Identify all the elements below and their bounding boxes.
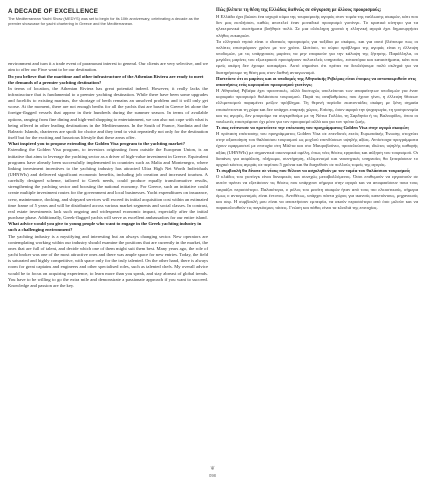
section-title: A DECADE OF EXCELLENCE [8, 8, 99, 15]
interview-question-greek: Πιστεύετε ότι οι μαρίνες και οι υποδομές της Αθηναϊκής Ριβιέρας είναι έτοιμες να ανταποκριθούν στις απαιτήσεις ενός κορυφαίου προορισμού γιοτίνγκ; [216, 75, 417, 87]
interview-answer-greek: Τα ελληνικά νησιά είναι ο ιδανικός προορισμός για ταξίδια με σκάφος, και για αυτό βλέπουμε πως οι πελάτες επιστρέφουν χρόνο με τον χρόνο. Ωστόσο, το κύριο πρόβλημα της αγοράς είναι η έλλειψη υποδομών, με τις υπάρχουσες μαρίνες να μην επαρκούν για την κάλυψη της ζήτησης. Παράλληλα, οι μεγάλες μαρίνες του εξωτερικού προσφέρουν πολυτελείς υπηρεσίες, εστιατόρια και καταστήματα, κάτι που εμείς ακόμη δεν έχουμε καταφέρει. Αυτό σημαίνει ότι πρέπει να δουλέψουμε πολύ σκληρά για να διατηρήσουμε τη θέση μας στον διεθνή ανταγωνισμό. [216, 38, 418, 75]
interview-question: What advice would you give to young people who want to engage in the Greek yachting industry in such a challenging environment? [8, 221, 202, 233]
column-spacer [8, 30, 208, 61]
greek-column [216, 8, 418, 211]
interview-answer: In terms of location, the Athenian Riviera has great potential indeed. However, it really lacks the infrastructure that is fundamental to a premier yachting destination. While there have been some upgrades and facelifts to existing marinas, the shortage of berth remains an unsolved problem and it will only get worse. At the moment, there are not enough berths for all the yachts that are based in Greece let alone the foreign-flagged vessels that appear in their hundreds during the summer season. In terms of available options, ranging from fine dining and high-end shopping to entertainment, we can also not cope with what is being offered in other leading destinations in the Mediterranean. In the South of France, Sardinia and the Balearic Islands, charterers are spoilt for choice and they tend to visit repeatedly not only for the destination itself but for the exciting and luxurious lifestyle that these areas offer. [8, 85, 208, 141]
interview-question: Do you believe that the maritime and other infrastructure of the Athenian Riviera are ready to meet the demands of a premier yachting destination? [8, 73, 204, 85]
page-footer [0, 466, 425, 478]
interview-answer: The yachting industry is a mystifying and interesting but an always changing sector. New operators are contemplating working within our industry should examine the positions that are currently in the market, the ones that are full of talent, and decide which one of them might suit them best. Many years ago, the role of yacht broker was one of the most attractive ones and there was ample space for new entries. Today, the field is saturated and highly competitive, with space only for the truly talented. On the other hand, there is always room for great captains and engineers and other specialised roles, such as talented chefs. My overall advice would be to focus on acquiring experience, to learn more than you speak, and stay abreast of global trends. You have to be willing to go the extra mile and demonstrate a passionate approach if you want to succeed. Knowledge and passion are the key. [8, 233, 208, 288]
section-question-greek: Πώς βλέπετε τη θέση της Ελλάδας διεθνώς σε σύγκριση με άλλους προορισμούς; [216, 8, 382, 13]
interview-answer: Extending the Golden Visa program, to investors originating from outside the European Union, is an initiative that aims to leverage the yachting sector as a driver of high-value investment in Greece. Equivalent programs have already been successfully implemented in countries such as Malta and Montenegro, where linking investment incentives to the yachting industry has attracted Ultra High Net Worth Individuals (UHNWIs) and delivered significant economic benefits, including job creation and increased tourism. A carefully designed scheme, tailored to Greek needs, could produce equally transformative results, strengthening the yachting sector and boosting the national economy. For Greece, such an initiative could create multiple investment routes for the government and local businesses. Yacht expenditures on insurance, crew, maintenance, docking, and shipyard services will exceed its initial acquisition cost within an estimated time frame of 5 years and will be distributed across various market segments and social classes. In contrast, real estate investments lack such ongoing and widespread economic impact, especially after the initial purchase phase. Additionally, Greek-flagged yachts will serve as excellent ambassadors for our entire island. [8, 147, 208, 221]
interview-question: What inspired you to propose extending the Golden Visa program to the yachting market? [8, 141, 185, 147]
interview-question-greek: Τι συμβουλή θα δίνατε σε νέους που θέλουν να ασχοληθούν με τον τομέα του θαλάσσιου τουρισμού; [216, 168, 411, 174]
ornament-icon: ❦ [209, 465, 216, 472]
english-column [8, 8, 208, 289]
page-number: 098 [209, 473, 216, 478]
interview-answer-greek: Η Αθηναϊκή Ριβιέρα έχει προοπτικές, αλλά δυστυχώς υπολείπεται των απαραίτητων υποδομών για έναν κορυφαίο προορισμό θαλάσσιου τουρισμού. Παρά τις αναβαθμίσεις που έχουν γίνει, η έλλειψη θέσεων ελλιμενισμού παραμένει μείζον πρόβλημα. Τη θερινή περίοδο εκατοντάδες σκάφη με ξένη σημαία επισκέπτονται τη χώρα και δεν υπάρχει επαρκής χώρος. Επίσης, όσον αφορά την ψυχαγωγία, τη γαστρονομία και τις αγορές, δεν μπορούμε να συγκριθούμε με τη Νότια Γαλλία, τη Σαρδηνία ή τις Βαλεαρίδες, όπου οι ναυλωτές επιστρέφουν όχι μόνο για τον προορισμό αλλά και για τον τρόπο ζωής. [216, 88, 418, 124]
interview-answer-greek: Η πρόταση επέκτασης του προγράμματος Golden Visa σε επενδυτές εκτός Ευρωπαϊκής Ένωσης στοχεύει στην αξιοποίηση του θαλάσσιου τουρισμού ως μοχλού επενδύσεων υψηλής αξίας. Αντίστοιχα προγράμματα έχουν εφαρμοστεί με επιτυχία στη Μάλτα και στο Μαυροβούνιο, προσελκύοντας ιδιώτες υψηλής καθαρής αξίας (UHNWIs) με σημαντικά οικονομικά οφέλη, όπως νέες θέσεις εργασίας και αύξηση του τουρισμού. Οι δαπάνες για ασφάλιση, πλήρωμα, συντήρηση, ελλιμενισμό και ναυπηγικές υπηρεσίες θα ξεπεράσουν το αρχικό κόστος αγοράς σε περίπου 5 χρόνια και θα διαχυθούν σε πολλούς τομείς της αγοράς. [216, 131, 418, 167]
lead-in-paragraph: environment and turn it a trade event of paramount interest to general. Our clients are very selective, and we aim to offer our Fiwe want to be our destination. [8, 61, 208, 73]
section-intro: The Mediterranean Yacht Show (MEDYS) was set to begin for its 10th anniversary, celebrating a decade as the premier showcase for yacht chartering in Greece and the Mediterranean. [8, 16, 200, 26]
interview-question-greek: Τι σας ενέπνευσε να προτείνετε την επέκταση του προγράμματος Golden Visa στην αγορά σκαφών; [216, 124, 410, 130]
section-intro-greek: Η Ελλάδα έχει βιώσει ένα ισχυρό κύμα της τουρισμικής αγοράς στον τομέα της ναύλωσης σκαφών, κάτι που δεν μας εκπλήσσει, καθώς αποτελεί έναν μοναδικό προορισμό γιοτίνγκ. Το κρατικό κίνητρο για τα ηλεκτρονικά συστήματα βοήθησε πολύ. Σε μια ολόκληρη χρονιά η ελληνική αγορά έχει δημιουργήσει πλήθος ευκαιριών. [216, 14, 418, 38]
interview-answer-greek: Ο κλάδος του γιοτίνγκ είναι δυναμικός και συνεχώς μεταβαλλόμενος. Όσοι επιθυμούν να εργαστούν σε αυτόν πρέπει να εξετάσουν τις θέσεις που υπάρχουν σήμερα στην αγορά και να αποφασίσουν ποια τους ταιριάζει περισσότερο. Παλαιότερα, ο ρόλος του μεσίτη σκαφών ήταν από τους πιο ελκυστικούς, σήμερα όμως ο ανταγωνισμός είναι έντονος. Αντιθέτως, υπάρχει πάντα χώρος για ικανούς καπετάνιους, μηχανικούς και σεφ. Η συμβουλή μου είναι να αποκτήσουν εμπειρία, να ακούν περισσότερο από όσο μιλούν και να παρακολουθούν τις παγκόσμιες τάσεις. Γνώση και πάθος είναι τα κλειδιά της επιτυχίας. [216, 174, 418, 210]
